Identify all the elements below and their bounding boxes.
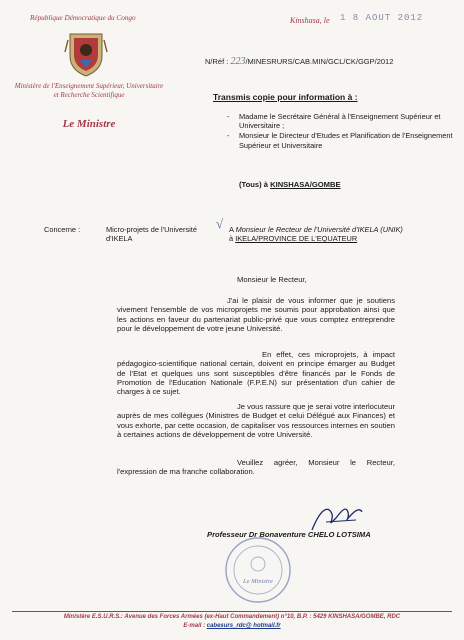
transmis-recipient: - Madame le Secrétaire Général à l'Enseignement Supérieur et Universitaire ; <box>225 112 455 130</box>
reference-prefix: N/Réf : <box>205 57 229 66</box>
transmis-tous: (Tous) à <box>239 180 268 189</box>
footer-divider <box>12 611 452 612</box>
minister-title: Le Ministre <box>62 118 116 130</box>
footer-contact <box>0 623 464 629</box>
transmis-recipient: - Monsieur le Directeur d'Etudes et Planification de l'Enseignement Supérieur et Universitaire <box>225 131 455 149</box>
place-label: Kinshasa, le <box>290 16 330 25</box>
footer-email-link[interactable]: cabesurs_rdc@ hotmail.fr <box>206 623 281 629</box>
address-line2: IKELA/PROVINCE DE L'EQUATEUR <box>235 234 358 244</box>
concerne-label: Concerne : <box>44 225 81 234</box>
seal-label: Le Ministre <box>243 578 273 585</box>
body-paragraph: J'ai le plaisir de vous informer que je soutiens vivement l'ensemble de vos microprojets me soumis pour approbation ainsi que les actions en faveur du partenariat public-privé que vous comptez entreprendre pour le développement de votre jeune Université. <box>117 296 395 333</box>
transmis-list <box>225 112 455 151</box>
address-line1: Monsieur le Recteur de l'Université d'IKELA (UNIK) <box>235 225 403 234</box>
recipient-address <box>229 225 454 243</box>
ministry-name: Ministère de l'Enseignement Supérieur, Universitaire et Recherche Scientifique <box>14 82 164 99</box>
body-paragraph: Veuillez agréer, Monsieur le Recteur, l'expression de ma franche collaboration. <box>117 458 395 477</box>
reference-line <box>205 56 393 67</box>
address-prefix: A <box>229 225 234 234</box>
salutation: Monsieur le Recteur, <box>237 275 307 284</box>
official-seal-icon <box>224 536 292 604</box>
reference-suffix: /MINESRURS/CAB.MIN/GCL/CK/GGP/2012 <box>245 57 394 66</box>
signatory-name: Professeur Dr Bonaventure CHELO LOTSIMA <box>207 530 371 539</box>
footer-address: Ministère E.S.U.R.S.: Avenue des Forces Armées (ex-Haut Commandement) n°10, B.P. : 5429 KINSHASA/GOMBE, RDC <box>63 614 401 620</box>
coat-of-arms-icon <box>64 30 108 78</box>
footer-email-label: E-mail : <box>183 623 206 629</box>
body-paragraph: Je vous rassure que je serai votre interlocuteur auprès de mes collègues (Ministres de Budget et celui Délégué aux Finances) et vous exhorte, par cette occasion, de capitaliser vos ressources internes en soutien à certaines actions de développement de votre Université. <box>117 402 395 439</box>
transmis-destination <box>239 180 341 189</box>
check-mark: √ <box>216 216 224 231</box>
concerne-text: Micro-projets de l'Université d'IKELA <box>106 225 197 243</box>
transmis-heading: Transmis copie pour information à : <box>213 92 358 102</box>
reference-number: 223 <box>230 56 246 67</box>
transmis-city: KINSHASA/GOMBE <box>270 180 341 189</box>
republic-heading: République Démocratique du Congo <box>30 14 136 22</box>
date-stamp: 1 8 AOUT 2012 <box>340 13 424 23</box>
body-paragraph: En effet, ces microprojets, à impact pédagogico-scientifique national certain, doivent en principe émarger au Budget de l'Etat et quelques uns sont susceptibles d'être financés par le Fonds de Promotion de l'Education Nationale (F.P.E.N) sur présentation d'un cahier de charges à ce sujet. <box>117 350 395 397</box>
signature-icon <box>306 500 366 536</box>
address-line2-prefix: à <box>229 234 234 244</box>
